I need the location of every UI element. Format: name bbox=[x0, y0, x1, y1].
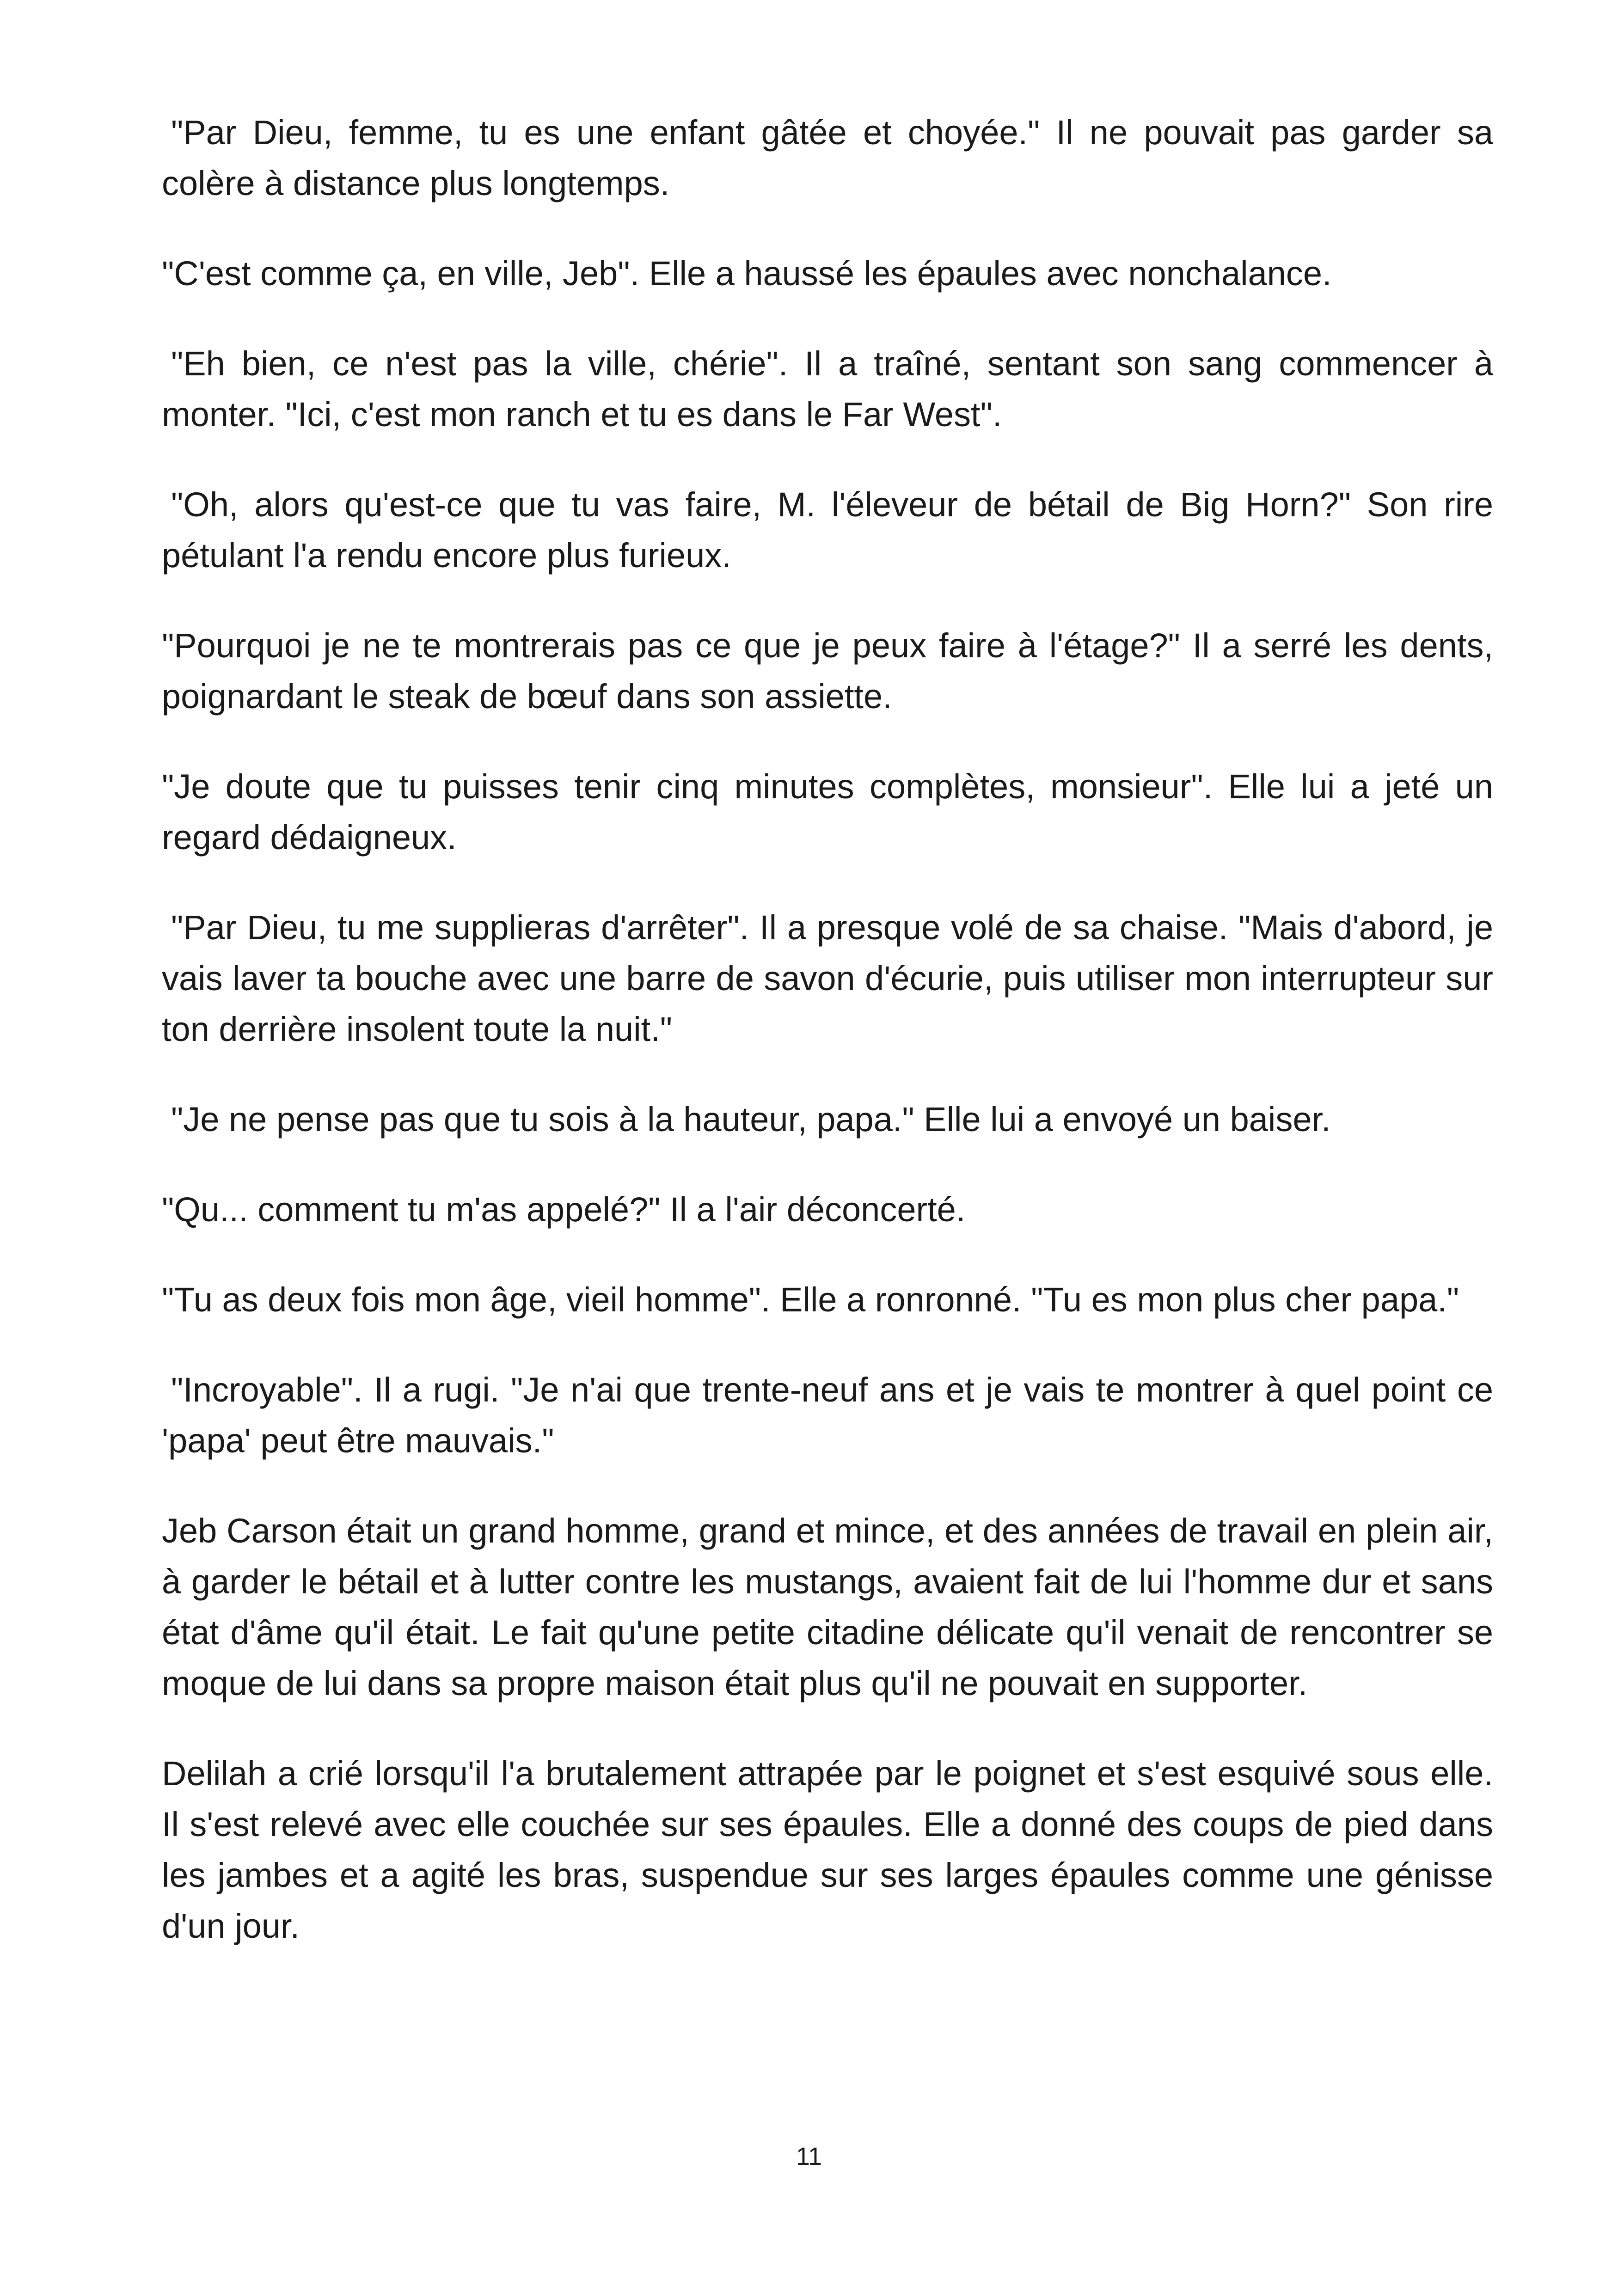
body-text bbox=[162, 107, 1493, 1991]
paragraph-8: "Je ne pense pas que tu sois à la hauteur, papa." Elle lui a envoyé un baiser. bbox=[171, 1100, 1331, 1139]
paragraph-6: "Je doute que tu puisses tenir cinq minutes complètes, monsieur". Elle lui a jeté un regard dédaigneux. bbox=[162, 767, 1493, 857]
paragraph-7: "Par Dieu, tu me supplieras d'arrêter". Il a presque volé de sa chaise. "Mais d'abord, je vais laver ta bouche avec une barre de savon d'écurie, puis utiliser mon interrupteur sur ton derrière insolent toute la nuit." bbox=[162, 908, 1493, 1048]
paragraph-2: "C'est comme ça, en ville, Jeb". Elle a haussé les épaules avec nonchalance. bbox=[162, 254, 1332, 293]
paragraph-4: "Oh, alors qu'est-ce que tu vas faire, M. l'éleveur de bétail de Big Horn?" Son rire pétulant l'a rendu encore plus furieux. bbox=[162, 485, 1493, 575]
paragraph-12: Jeb Carson était un grand homme, grand et mince, et des années de travail en plein air, à garder le bétail et à lutter contre les mustangs, avaient fait de lui l'homme dur et sans état d'âme qu'il était. Le fait qu'une petite citadine délicate qu'il venait de rencontrer se moque de lui dans sa propre maison était plus qu'il ne pouvait en supporter. bbox=[162, 1512, 1493, 1702]
paragraph-10: "Tu as deux fois mon âge, vieil homme". Elle a ronronné. "Tu es mon plus cher papa." bbox=[162, 1280, 1459, 1319]
page-number: 11 bbox=[796, 2143, 822, 2170]
paragraph-11: "Incroyable". Il a rugi. "Je n'ai que trente-neuf ans et je vais te montrer à quel point ce 'papa' peut être mauvais." bbox=[162, 1371, 1493, 1460]
paragraph-13: Delilah a crié lorsqu'il l'a brutalement attrapée par le poignet et s'est esquivé sous elle. Il s'est relevé avec elle couchée sur ses épaules. Elle a donné des coups de pied dans les jambes et a agité les bras, suspendue sur ses larges épaules comme une génisse d'un jour. bbox=[162, 1754, 1493, 1945]
paragraph-9: "Qu... comment tu m'as appelé?" Il a l'air déconcerté. bbox=[162, 1190, 966, 1229]
paragraph-1: "Par Dieu, femme, tu es une enfant gâtée et choyée." Il ne pouvait pas garder sa colère à distance plus longtemps. bbox=[162, 113, 1493, 202]
paragraph-3: "Eh bien, ce n'est pas la ville, chérie". Il a traîné, sentant son sang commencer à monter. "Ici, c'est mon ranch et tu es dans le Far West". bbox=[162, 344, 1493, 434]
paragraph-5: "Pourquoi je ne te montrerais pas ce que je peux faire à l'étage?" Il a serré les dents, poignardant le steak de bœuf dans son assiette. bbox=[162, 626, 1493, 716]
